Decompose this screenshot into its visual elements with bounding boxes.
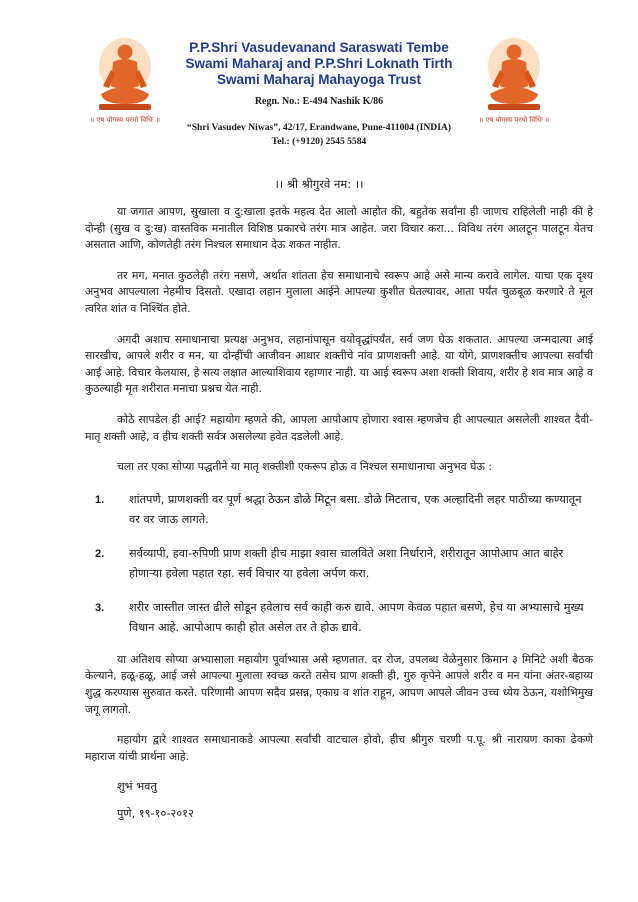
- place-date: पुणे, १९-१०-२०१२: [117, 806, 194, 820]
- body-paragraph: या जगात आपण, सुखाला व दु:खाला इतके महत्व देत आलो आहोत की, बहुतेक सर्वांना ही जाणच राहिलेली नाही की हे दोन्ही (सुख व दु:ख) वास्तविक मनातील विशिष्ठ प्रकारचे तरंग मात्र आहेत. जरा विचार करा... विविध तरंग आलटून पालटून येतच असतात आणि, कोणतेही तरंग निश्चल समाधान देऊ शकत नाहीत.: [85, 205, 593, 252]
- trust-logo-left: [86, 36, 164, 125]
- logo-caption-left: ॥ एष योगस्य परमो विधिः ॥: [89, 116, 161, 124]
- step-item: [85, 490, 593, 530]
- step-number: 3.: [95, 601, 105, 614]
- letterhead: [0, 36, 638, 156]
- trust-name-line: Swami Maharaj Mahayoga Trust: [216, 72, 422, 87]
- letter-body: [85, 204, 593, 832]
- body-paragraph: चला तर एका सोप्या पद्धतीने या मातृ शक्तीशी एकरूप होऊ व निश्चल समाधानाचा अनुभव घेऊ :: [117, 460, 492, 474]
- step-text: शरीर जास्तीत जास्त ढीले सोडून हवेलाच सर्व काही करु द्यावे. आपण केवळ पहात बसणे, हेच या अभ्यासाचे मुख्य विधान आहे. आपोआप काही होत असेल तर ते होऊ द्यावे.: [129, 600, 584, 634]
- trust-telephone: Tel.: (+9120) 2545 5584: [271, 136, 367, 147]
- trust-name: [165, 40, 473, 88]
- trust-name-line: P.P.Shri Vasudevanand Saraswati Tembe: [189, 40, 449, 55]
- body-paragraph: तर मग, मनात कुठलेही तरंग नसणे, अर्थात शांतता हेच समाधानाचे स्वरूप आहे असे मान्य करावे लागेल. याचा एक दृश्य अनुभव आपल्याला नेहमीच दिसतो. एखादा लहान मुलाला आईने आपल्या कुशीत घेतल्यावर, आता पर्यंत चुळबूळ करणारे ते मूल त्वरित शांत व निश्चिंत होते.: [85, 268, 593, 315]
- trust-address: “Shri Vasudev Niwas”, 42/17, Erandwane, Pune-411004 (INDIA): [186, 122, 452, 133]
- step-text: सर्वव्यापी, हवा-रुपिणी प्राण शक्ती हीच माझा श्वास चालविते अशा निर्धाराने, शरीरातून आपोआप आत बाहेर होणाऱ्या हवेला पहात रहा. सर्व विचार या हवेला अर्पण करा.: [129, 546, 564, 580]
- registration-number: Regn. No.: E-494 Nashik K/86: [254, 96, 384, 107]
- body-paragraph: महायोग द्वारे शाश्वत समाधानाकडे आपल्या सर्वांची वाटचाल होवो, हीच श्रीगुरु चरणी प.पू. श्री नारायण काका ढेकणे महाराज यांची प्रार्थना आहे.: [85, 733, 593, 763]
- step-number: 1.: [95, 493, 105, 506]
- invocation-heading: ।। श्री श्रीगुरवे नम: ।।: [274, 177, 364, 191]
- trust-name-line: Swami Maharaj and P.P.Shri Loknath Tirth: [185, 56, 453, 71]
- practice-steps: [85, 490, 593, 638]
- body-paragraph: कोठे सापडेल ही आई? महायोग म्हणते की, आपला आपोआप होणारा श्वास म्हणजेच ही आपल्यात असलेली शाश्वत दैवी-मातृ शक्ती आहे, व हीच शक्ती सर्वत्र असलेल्या हवेत दडलेली आहे.: [85, 412, 593, 443]
- step-text: शांतपणे, प्राणशक्ती वर पूर्ण श्रद्धा ठेऊन डोळे मिटून बसा. डोळे मिटताच, एक अल्हादिनी लहर पाठीच्या कण्यातून वर वर जाऊ लागते.: [129, 492, 582, 526]
- step-number: 2.: [95, 547, 105, 560]
- blessing: शुभं भवतु: [117, 780, 157, 794]
- step-item: [85, 598, 593, 638]
- meditating-sage-icon: [95, 36, 155, 114]
- body-paragraph: या अतिशय सोप्या अभ्यासाला महायोग पूर्वाभ्यास असे म्हणतात. दर रोज, उपलब्ध वेळेनुसार किमान ३ मिनिटे अशी बैठक केल्याने, हळू-हळू, आई जसे आपल्या मुलाला स्वच्छ करते तसेच प्राण शक्ती ही, गुरु कृपेने आपले शरीर व मन यांना अंतर-बहाय्य शुद्ध करण्यास सुरुवात करते. परिणामी आपण सदैव प्रसन्न, एकाग्र व शांत राहून, आपण आपले जीवन उच्च ध्येय ठेऊन, यशोभिमुख जगू लागतो.: [85, 652, 593, 716]
- body-paragraph: अगदी अशाच समाधानाचा प्रत्यक्ष अनुभव, लहानांपासून वयोवृद्धांपर्यंत, सर्व जण घेऊ शकतात. आपल्या जन्मदात्या आई सारखीच, आपले शरीर व मन, या दोन्हींची आजीवन आधार शक्तीचे नांव प्राणशक्ती आहे. या योगे, प्राणशक्तीच आपल्या सर्वांची आई आहे. विचार केलयास, हे सत्य लक्षात आल्याशिवाय रहाणार नाही. या आई स्वरूप अशा शक्ती शिवाय, शरीर हे शव मात्र आहे व कुठल्याही मृत शरीरात मनाचा प्रश्नच येत नाही.: [85, 332, 593, 396]
- logo-caption-right: ॥ एष योगस्य परमो विधिः ॥: [478, 116, 550, 124]
- trust-logo-right: [475, 36, 553, 125]
- step-item: [85, 544, 593, 584]
- meditating-sage-icon: [484, 36, 544, 114]
